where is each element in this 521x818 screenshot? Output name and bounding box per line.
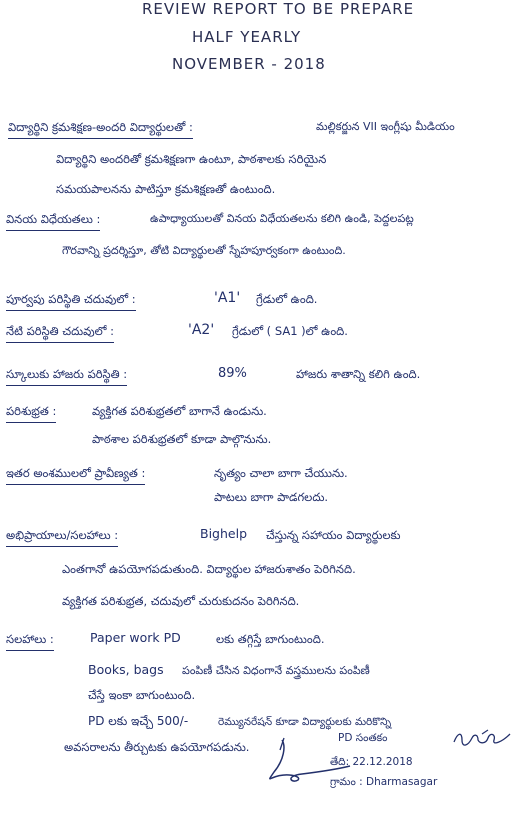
- suggestions-line2-latin: Books, bags: [88, 662, 164, 677]
- report-title-line2: HALF YEARLY: [192, 28, 302, 46]
- suggestions-line4-latin: PD లకు ఇచ్చే 500/-: [88, 714, 189, 728]
- cleanliness-label: పరిశుభ్రత :: [6, 404, 56, 423]
- opinion-line1: చేస్తున్న సహాయం విద్యార్థులకు: [266, 528, 401, 542]
- pd-signature-label: PD సంతకం: [338, 732, 388, 744]
- report-title-line1: REVIEW REPORT TO BE PREPARE: [142, 0, 415, 18]
- current-level-grade: 'A2': [188, 322, 215, 338]
- discipline-line1: మల్లికర్జున VII ఇంగ్లీషు మీడియం: [316, 120, 455, 133]
- attendance-text: హాజరు శాతాన్ని కలిగి ఉంది.: [296, 367, 421, 381]
- suggestions-line5: అవసరాలను తీర్చుటకు ఉపయోగపడును.: [64, 740, 250, 754]
- humility-label: వినయ విధేయతలు :: [6, 212, 100, 231]
- opinion-line2: ఎంతగానో ఉపయోగపడుతుంది. విద్యార్థుల హాజరుశాతం పెరిగినది.: [62, 562, 356, 576]
- suggestions-label: సలహాలు :: [6, 632, 54, 651]
- suggestions-line3: చేస్తే ఇంకా బాగుంటుంది.: [88, 688, 196, 702]
- opinion-line1-latin: Bighelp: [200, 526, 248, 541]
- suggestions-line4: రెమ్యునరేషన్ కూడా విద్యార్థులకు మరికొన్ని: [218, 716, 392, 728]
- previous-level-text: గ్రేడులో ఉంది.: [256, 292, 318, 306]
- attendance-value: 89%: [218, 366, 247, 381]
- report-date: తేది: 22.12.2018: [330, 756, 413, 768]
- attendance-label: స్కూలుకు హాజరు పరిస్థితి :: [6, 367, 127, 386]
- report-title-line3: NOVEMBER - 2018: [172, 55, 326, 73]
- previous-level-label: పూర్వపు పరిస్థితి చదువులో :: [6, 292, 136, 311]
- humility-line2: గౌరవాన్ని ప్రదర్శిస్తూ, తోటి విద్యార్థులతో స్నేహపూర్వకంగా ఉంటుంది.: [62, 244, 346, 257]
- suggestions-line1-latin: Paper work PD: [90, 630, 181, 645]
- suggestions-line2: పంపిణీ చేసిన విధంగానే వస్త్రములను పంపిణీ: [182, 664, 370, 677]
- cleanliness-line2: పాఠశాల పరిశుభ్రతలో కూడా పాల్గొనును.: [92, 432, 272, 446]
- headmaster-signature-icon: [262, 736, 352, 786]
- opinion-line3: వ్యక్తిగత పరిశుభ్రత, చదువులో చురుకుదనం పెరిగినది.: [62, 594, 300, 608]
- suggestions-line1: లకు తగ్గిస్తే బాగుంటుంది.: [216, 632, 325, 646]
- current-level-label: నేటి పరిస్థితి చదువులో :: [6, 324, 114, 343]
- previous-level-grade: 'A1': [214, 290, 241, 306]
- other-skills-label: ఇతర అంశములలో ప్రావీణ్యత :: [6, 466, 145, 485]
- village-name: గ్రామం : Dharmasagar: [330, 776, 438, 788]
- current-level-text: గ్రేడులో ( SA1 )లో ఉంది.: [232, 324, 348, 338]
- humility-line1: ఉపాధ్యాయులతో వినయ విధేయతలను కలిగి ఉండి, పెద్దలపట్ల: [150, 212, 414, 225]
- pd-signature-icon: [452, 728, 512, 750]
- discipline-line3: సమయపాలనను పాటిస్తూ క్రమశిక్షణతో ఉంటుంది.: [56, 182, 276, 196]
- opinion-label: అభిప్రాయాలు/సలహాలు :: [6, 528, 118, 547]
- other-skills-line1: నృత్యం చాలా బాగా చేయును.: [214, 466, 348, 480]
- discipline-line2: విద్యార్థిని అందరితో క్రమశిక్షణగా ఉంటూ, పాఠశాలకు సరియైన: [56, 152, 327, 166]
- discipline-label: విద్యార్థిని క్రమశిక్షణ-అందరి విద్యార్థులతో :: [8, 120, 193, 139]
- other-skills-line2: పాటలు బాగా పాడగలదు.: [214, 490, 329, 504]
- cleanliness-line1: వ్యక్తిగత పరిశుభ్రతలో బాగానే ఉండును.: [92, 404, 267, 418]
